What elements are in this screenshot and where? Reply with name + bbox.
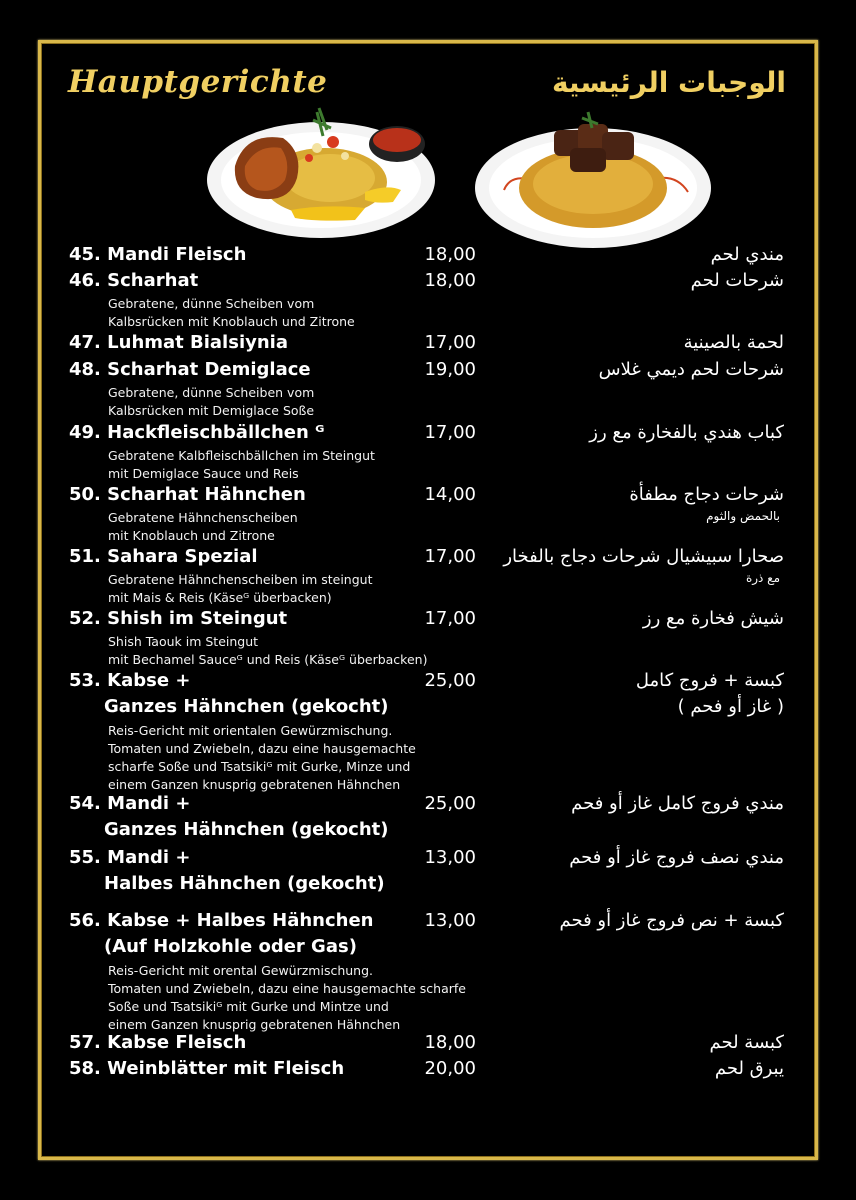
dish-price: 13,00: [424, 847, 476, 868]
dish-price: 17,00: [424, 608, 476, 629]
dish-name-arabic: كباب هندي بالفخارة مع رز: [589, 422, 784, 443]
dish-description-line: mit Mais & Reis (Käseᴳ überbacken): [108, 590, 332, 605]
dish-name: 50. Scharhat Hähnchen: [69, 484, 306, 505]
dish-name-arabic: يبرق لحم: [714, 1058, 784, 1079]
dish-price: 20,00: [424, 1058, 476, 1079]
lamb-rice-plate-image: [474, 110, 712, 250]
dish-name-arabic: مندي لحم: [710, 244, 784, 265]
dish-name-continued: Ganzes Hähnchen (gekocht): [104, 696, 389, 717]
dish-price: 17,00: [424, 546, 476, 567]
dish-name-arabic: كبسة لحم: [709, 1032, 784, 1053]
dish-name-arabic: مندي فروج كامل غاز أو فحم: [571, 793, 784, 814]
dish-name: 58. Weinblätter mit Fleisch: [69, 1058, 345, 1079]
dish-name: 48. Scharhat Demiglace: [69, 359, 311, 380]
dish-description-line: Reis-Gericht mit orientalen Gewürzmischung.: [108, 723, 393, 738]
dish-name: 47. Luhmat Bialsiynia: [69, 332, 288, 353]
dish-name-arabic: شرحات لحم: [690, 270, 784, 291]
section-title-german: Hauptgerichte: [68, 64, 328, 100]
dish-name-continued: Halbes Hähnchen (gekocht): [104, 873, 385, 894]
dish-price: 19,00: [424, 359, 476, 380]
dish-name-arabic-continued: ( غاز أو فحم ): [677, 696, 784, 717]
dish-name-arabic: شرحات دجاج مطفأة: [629, 484, 784, 505]
dish-description-line: Gebratene Hähnchenscheiben im steingut: [108, 572, 373, 587]
dish-price: 17,00: [424, 332, 476, 353]
dish-price: 25,00: [424, 670, 476, 691]
dish-name: 49. Hackfleischbällchen ᴳ: [69, 422, 325, 443]
dish-name-arabic: كبسة + فروج كامل: [635, 670, 784, 691]
dish-name: 53. Kabse +: [69, 670, 191, 691]
chicken-rice-plate-image: [205, 100, 437, 242]
dish-description-line: einem Ganzen knusprig gebratenen Hähnchen: [108, 777, 401, 792]
dish-description-line: Kalbsrücken mit Knoblauch und Zitrone: [108, 314, 355, 329]
section-title-arabic: الوجبات الرئيسية: [551, 66, 786, 99]
dish-price: 17,00: [424, 422, 476, 443]
dish-name: 55. Mandi +: [69, 847, 191, 868]
dish-description-line: mit Knoblauch und Zitrone: [108, 528, 275, 543]
dish-description-line: Gebratene, dünne Scheiben vom: [108, 296, 315, 311]
dish-name: 46. Scharhat: [69, 270, 199, 291]
dish-description-line: Shish Taouk im Steingut: [108, 634, 259, 649]
dish-name-arabic: صحارا سبيشيال شرحات دجاج بالفخار: [503, 546, 784, 567]
dish-description-line: Gebratene Hähnchenscheiben: [108, 510, 298, 525]
dish-name-continued: (Auf Holzkohle oder Gas): [104, 936, 357, 957]
dish-price: 25,00: [424, 793, 476, 814]
dish-price: 13,00: [424, 910, 476, 931]
dish-name: 54. Mandi +: [69, 793, 191, 814]
dish-description-line: mit Demiglace Sauce und Reis: [108, 466, 299, 481]
dish-price: 18,00: [424, 1032, 476, 1053]
dish-description-line: Tomaten und Zwiebeln, dazu eine hausgemachte scharfe: [108, 981, 466, 996]
dish-name-arabic: شرحات لحم ديمي غلاس: [598, 359, 784, 380]
dish-price: 14,00: [424, 484, 476, 505]
dish-price: 18,00: [424, 244, 476, 265]
dish-description-line: Gebratene Kalbfleischbällchen im Steingut: [108, 448, 375, 463]
dish-name: 52. Shish im Steingut: [69, 608, 288, 629]
dish-name: 51. Sahara Spezial: [69, 546, 258, 567]
dish-description-line: Reis-Gericht mit orental Gewürzmischung.: [108, 963, 374, 978]
dish-note-arabic: بالحمض والثوم: [706, 509, 780, 523]
dish-name: 57. Kabse Fleisch: [69, 1032, 247, 1053]
dish-name-arabic: كبسة + نص فروج غاز أو فحم: [559, 910, 784, 931]
dish-description-line: scharfe Soße und Tsatsikiᴳ mit Gurke, Minze und: [108, 759, 411, 774]
dish-name-arabic: لحمة بالصينية: [683, 332, 784, 353]
dish-price: 18,00: [424, 270, 476, 291]
dish-description-line: Soße und Tsatsikiᴳ mit Gurke und Mintze und: [108, 999, 389, 1014]
dish-description-line: Kalbsrücken mit Demiglace Soße: [108, 403, 315, 418]
dish-name-arabic: مندي نصف فروج غاز أو فحم: [569, 847, 784, 868]
dish-name-arabic: شيش فخارة مع رز: [642, 608, 784, 629]
dish-name-continued: Ganzes Hähnchen (gekocht): [104, 819, 389, 840]
dish-description-line: einem Ganzen knusprig gebratenen Hähnchen: [108, 1017, 401, 1032]
dish-description-line: mit Bechamel Sauceᴳ und Reis (Käseᴳ überbacken): [108, 652, 428, 667]
dish-note-arabic: مع ذرة: [745, 571, 780, 585]
dish-description-line: Tomaten und Zwiebeln, dazu eine hausgemachte: [108, 741, 416, 756]
dish-description-line: Gebratene, dünne Scheiben vom: [108, 385, 315, 400]
dish-name: 56. Kabse + Halbes Hähnchen: [69, 910, 374, 931]
dish-name: 45. Mandi Fleisch: [69, 244, 247, 265]
